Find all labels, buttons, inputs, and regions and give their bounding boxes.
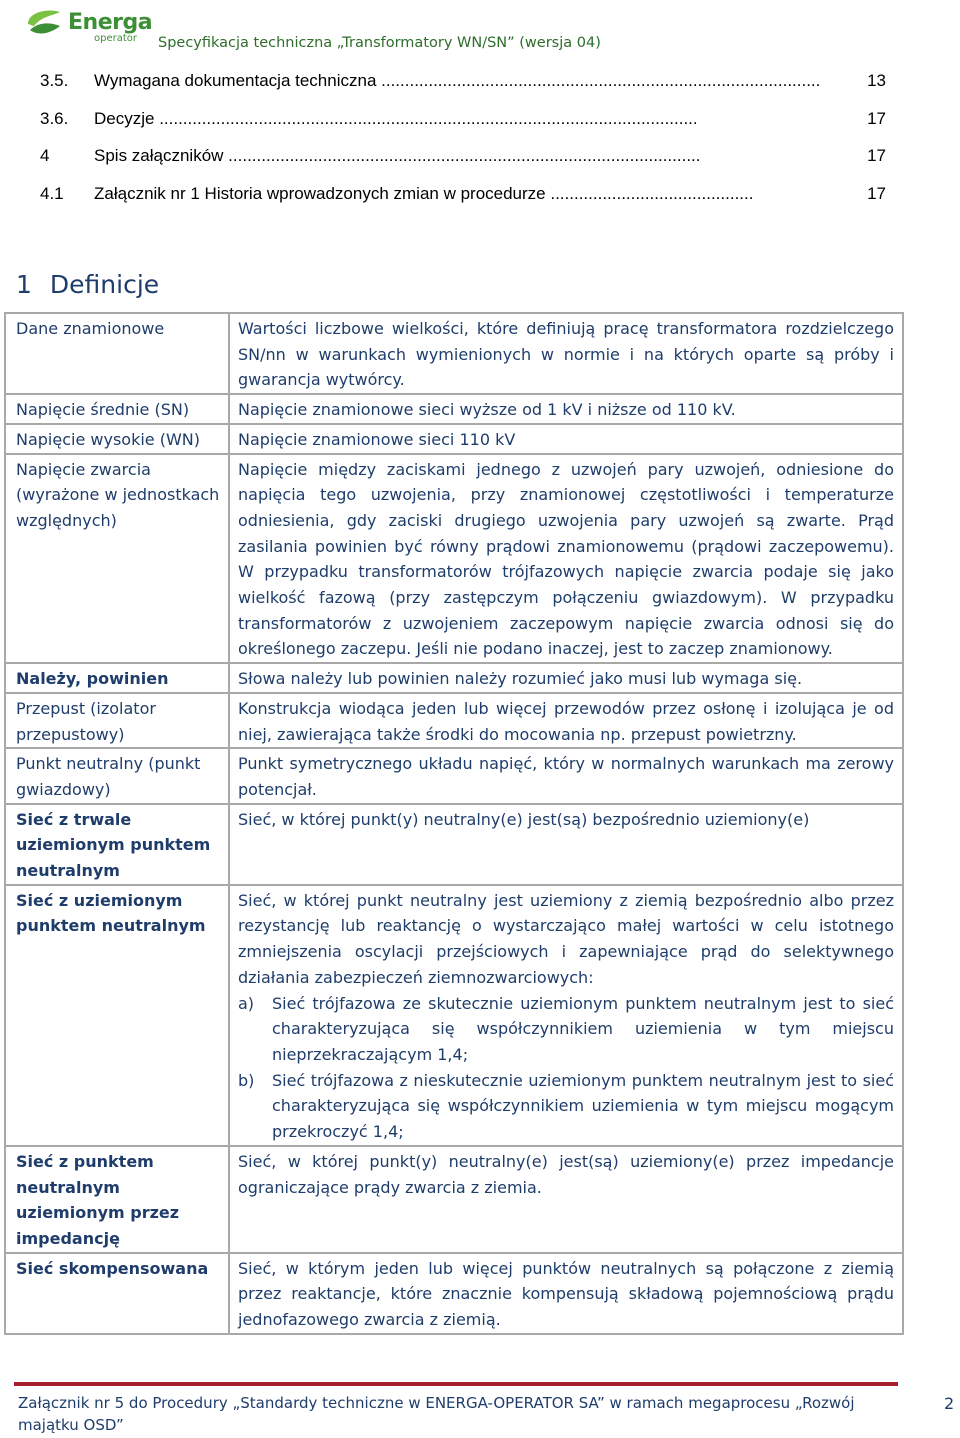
term-cell: Sieć z punktem neutralnym uziemionym przez impedancję: [6, 1147, 230, 1252]
logo-sub: operator: [94, 33, 138, 44]
table-row: [6, 749, 902, 804]
document-title: Specyfikacja techniczna „Transformatory WN/SN” (wersja 04): [158, 35, 601, 51]
term-cell: Sieć z trwale uziemionym punktem neutralnym: [6, 805, 230, 884]
table-row: [6, 805, 902, 886]
term-cell: Sieć z uziemionym punktem neutralnym: [6, 886, 230, 1145]
list-text: Sieć trójfazowa ze skutecznie uziemionym punktem neutralnym jest to sieć charakteryzująca się współczynnikiem uziemienia w tym miejscu nieprzekraczającym 1,4;: [272, 993, 894, 1064]
toc-entry[interactable]: [40, 109, 886, 133]
toc-page: 17: [867, 146, 886, 165]
table-row: [6, 694, 902, 749]
table-row: [6, 455, 902, 665]
toc-label: Spis załączników ....................................................................................................: [94, 146, 701, 165]
table-row: [6, 1254, 902, 1333]
toc-entry[interactable]: [40, 184, 886, 208]
toc-page: 17: [867, 184, 886, 203]
description-cell: Słowa należy lub powinien należy rozumieć jako musi lub wymaga się.: [238, 669, 803, 689]
description-cell: Napięcie między zaciskami jednego z uzwojeń pary uzwojeń, odniesione do napięcia tego uzwojenia, przy znamionowej częstotliwości i temperaturze odniesienia, gdy zaciski drugiego uzwojenia pary uzwojeń są zwarte. Prąd zasilania powinien być równy prądowi znamionowemu (prądowi zaczepowemu). W przypadku transformatorów trójfazowych napięcie zwarcia podaje się jako wielkość fazową (przy zastępczym połączeniu gwiazdowym). W przypadku transformatorów z uzwojeniem zaczepowym napięcie zwarcia odnosi się do określonego zaczepu. Jeśli nie podano inaczej, jest to zaczep znamionowy.: [238, 459, 894, 659]
description-cell: Wartości liczbowe wielkości, które definiują pracę transformatora rozdzielczego SN/nn w warunkach wymienionych w normie i na których oparte są próby i gwarancja wytwórcy.: [238, 319, 894, 390]
table-row: [6, 886, 902, 1147]
toc-entry[interactable]: [40, 71, 886, 95]
term-cell: Dane znamionowe: [6, 314, 230, 393]
term-cell: Punkt neutralny (punkt gwiazdowy): [6, 749, 230, 802]
list-item: [238, 991, 894, 1068]
page-number: 2: [944, 1394, 955, 1413]
list-text: Sieć trójfazowa z nieskutecznie uziemionym punktem neutralnym jest to sieć charakteryzująca się współczynnikiem uziemienia w tym miejscu mogącym przekroczyć 1,4;: [272, 1070, 894, 1142]
toc-number: 4: [40, 146, 50, 165]
leaf-icon: [24, 6, 64, 38]
description-cell: Sieć, w której punkt(y) neutralny(e) jest(są) bezpośrednio uziemiony(e): [238, 809, 810, 829]
section-heading: [16, 270, 159, 299]
toc-number: 3.6.: [40, 109, 69, 128]
term-cell: Napięcie średnie (SN): [6, 395, 230, 423]
term-cell: Napięcie zwarcia (wyrażone w jednostkach względnych): [6, 455, 230, 663]
toc-number: 4.1: [40, 184, 64, 203]
description-text: Sieć, w której punkt neutralny jest uziemiony z ziemią bezpośrednio albo przez rezystancję lub reaktancję o wystarczająco małej wartości w celu istotnego zmniejszenia oscylacji przejściowych i zapewniające prąd do selektywnego działania zabezpieczeń ziemnozwarciowych:: [238, 890, 894, 987]
description-cell: Sieć, w której punkt(y) neutralny(e) jest(są) uziemiony(e) przez impedancje ograniczające prądy zwarcia z ziemia.: [238, 1151, 894, 1197]
term-cell: Napięcie wysokie (WN): [6, 425, 230, 453]
description-cell: Napięcie znamionowe sieci wyższe od 1 kV i niższe od 110 kV.: [238, 400, 736, 420]
list-item: [238, 1068, 894, 1145]
toc-label: Wymagana dokumentacja techniczna .............................................................................................: [94, 71, 821, 90]
table-row: [6, 314, 902, 395]
toc-entry[interactable]: [40, 146, 886, 170]
term-cell: Sieć skompensowana: [6, 1254, 230, 1333]
table-row: [6, 395, 902, 425]
list-marker: b): [238, 1070, 255, 1090]
term-cell: Przepust (izolator przepustowy): [6, 694, 230, 747]
toc-page: 17: [867, 109, 886, 128]
definitions-table: [4, 312, 904, 1335]
toc-label: Decyzje ..................................................................................................................: [94, 109, 698, 128]
table-row: [6, 1147, 902, 1254]
description-cell: Sieć, w którym jeden lub więcej punktów neutralnych są połączone z ziemią przez reaktancje, które znacznie kompensują składową pojemnościową prądu jednofazowego zwarcia z ziemią.: [238, 1258, 894, 1330]
energa-logo: [24, 6, 174, 42]
description-cell: Konstrukcja wiodąca jeden lub więcej przewodów przez osłonę i izolująca je od niej, zawierająca także środki do mocowania np. przepust powietrzny.: [238, 698, 894, 744]
table-row: [6, 664, 902, 694]
logo-name: Energa: [68, 10, 153, 35]
toc-number: 3.5.: [40, 71, 69, 90]
table-row: [6, 425, 902, 455]
section-number: 1: [16, 270, 32, 299]
toc-page: 13: [867, 71, 886, 90]
section-title: Definicje: [49, 270, 160, 299]
description-cell: Punkt symetrycznego układu napięć, który w normalnych warunkach ma zerowy potencjał.: [238, 754, 894, 799]
description-cell: Napięcie znamionowe sieci 110 kV: [238, 429, 516, 449]
description-cell: [230, 886, 902, 1145]
toc-label: Załącznik nr 1 Historia wprowadzonych zmian w procedurze ...........................................: [94, 184, 754, 203]
term-cell: Należy, powinien: [6, 664, 230, 692]
list-marker: a): [238, 993, 255, 1013]
footer-rule: [14, 1382, 898, 1386]
footer-text: Załącznik nr 5 do Procedury „Standardy techniczne w ENERGA-OPERATOR SA” w ramach megaprocesu „Rozwój majątku OSD”: [18, 1394, 855, 1434]
